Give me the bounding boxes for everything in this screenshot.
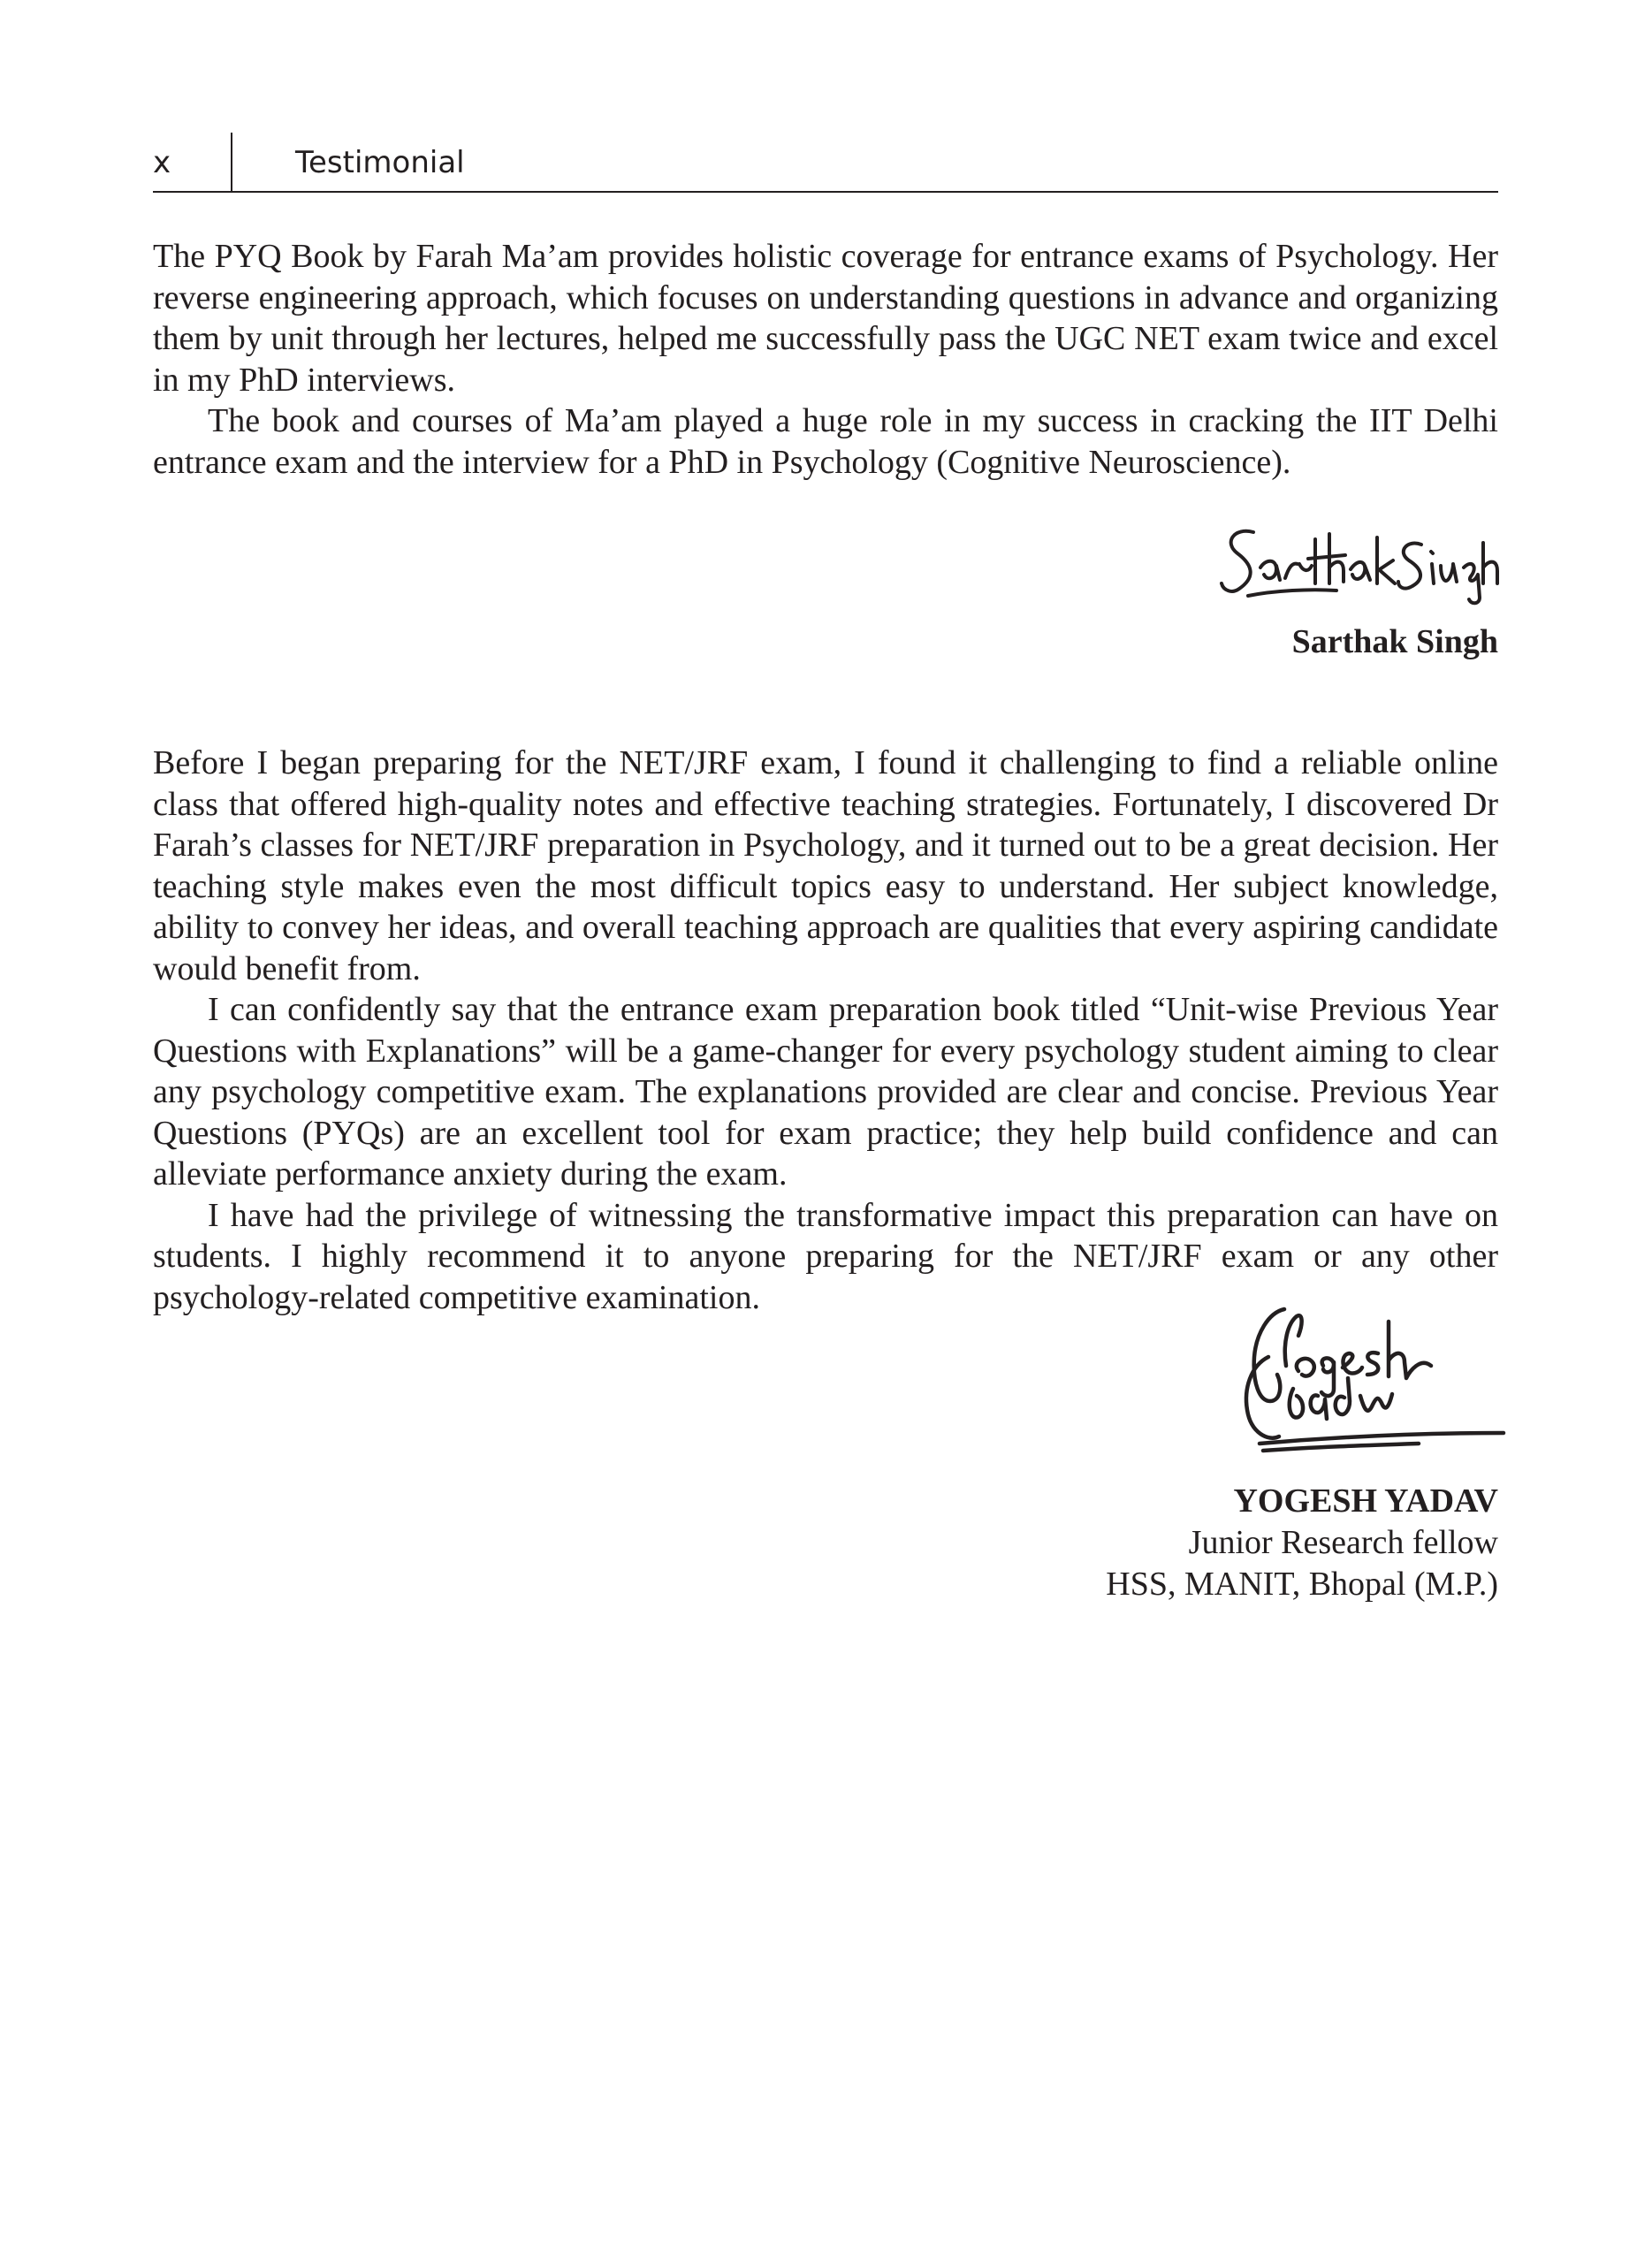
testimonial-2-paragraph-3: I have had the privilege of witnessing the transformative impact this preparation can have on students. I highly recommend it to anyone preparing for the NET/JRF exam or any other psychology-related competitive examination.	[153, 1196, 1498, 1316]
testimonial-1-paragraph-2: The book and courses of Ma’am played a huge role in my success in cracking the IIT Delhi entrance exam and the interview for a PhD in Psychology (Cognitive Neuroscience).	[153, 402, 1498, 481]
testimonial-1-signoff	[1292, 621, 1498, 663]
testimonial-2-designation: Junior Research fellow	[1188, 1524, 1498, 1561]
testimonial-2-signoff	[1106, 1481, 1498, 1605]
testimonial-1-name: Sarthak Singh	[1291, 623, 1498, 660]
sarthak-singh-signature	[1213, 513, 1504, 610]
yogesh-yadav-signature	[1233, 1304, 1507, 1472]
testimonial-2-body	[153, 743, 1498, 1318]
testimonial-2-paragraph-2: I can confidently say that the entrance exam preparation book titled “Unit-wise Previous Year Questions with Explanations” will be a game-changer for every psychology student aiming to clear any psychology competitive exam. The explanations provided are clear and concise. Previous Year Questions (PYQs) are an excellent tool for exam practice; they help build confidence and can alleviate performance anxiety during the exam.	[153, 991, 1498, 1192]
testimonial-2-affiliation: HSS, MANIT, Bhopal (M.P.)	[1106, 1566, 1498, 1603]
running-title: Testimonial	[295, 145, 465, 180]
testimonial-2-name: YOGESH YADAV	[1233, 1482, 1498, 1520]
testimonial-1-body	[153, 236, 1498, 483]
testimonial-1-paragraph-1: The PYQ Book by Farah Ma’am provides holistic coverage for entrance exams of Psychology. Her reverse engineering approach, which focuses on understanding questions in advance and organizing them by unit through her lectures, helped me successfully pass the UGC NET exam twice and excel in my PhD interviews.	[153, 238, 1498, 399]
page-number: x	[153, 145, 171, 180]
header-divider	[231, 133, 232, 191]
testimonial-2-paragraph-1: Before I began preparing for the NET/JRF exam, I found it challenging to find a reliable online class that offered high-quality notes and effective teaching strategies. Fortunately, I discovered Dr Farah’s classes for NET/JRF preparation in Psychology, and it turned out to be a great decision. Her teaching style makes even the most difficult topics easy to understand. Her subject knowledge, ability to convey her ideas, and overall teaching approach are qualities that every aspiring candidate would benefit from.	[153, 744, 1498, 987]
running-header	[153, 133, 1498, 193]
